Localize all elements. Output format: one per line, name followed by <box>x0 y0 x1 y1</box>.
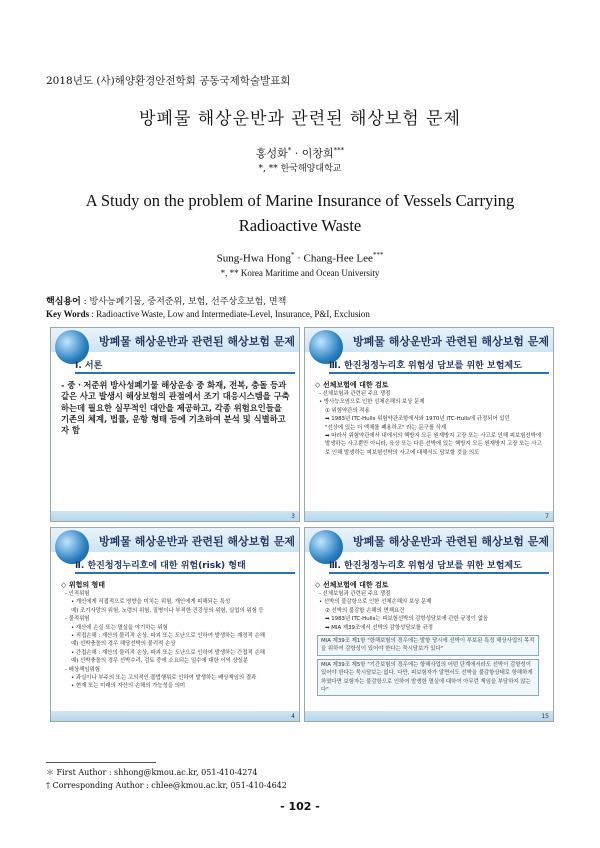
slide-seaworthiness <box>304 527 554 722</box>
slide-footer <box>305 711 553 721</box>
english-affiliation: *, ** Korea Maritime and Ocean University <box>220 268 380 278</box>
slide-title: 방폐물 해상운반과 관련된 해상보험 문제 <box>99 535 295 548</box>
footnote-divider <box>46 762 156 763</box>
slide-title: 방폐물 해상운반과 관련된 해상보험 문제 <box>99 335 295 348</box>
slide-section-title: Ⅰ. 서론 <box>75 358 295 374</box>
slide-title: 방폐물 해상운반과 관련된 해상보험 문제 <box>353 535 549 548</box>
slide-footer <box>51 511 299 521</box>
footnote-first-author: ＊ First Author : shhong@kmou.ac.kr, 051-410-4274 <box>46 768 258 777</box>
slide-section-title: Ⅲ. 한진청정누리호 위험성 담보를 위한 보험제도 <box>329 558 549 574</box>
slide-section-title: Ⅱ. 한진청정누리호에 대한 위험(risk) 형태 <box>75 558 295 574</box>
slide-section-title: Ⅲ. 한진청정누리호 위험성 담보를 위한 보험제도 <box>329 358 549 374</box>
korean-affiliation: *, ** 한국해양대학교 <box>258 164 342 174</box>
slide-number: 15 <box>541 713 549 720</box>
slide-body: ◇ 위험의 형태 - 인적위험 • 개인에게 직접적으로 영향을 미치는 위험, 개인에게 피해되는 특성 예) 조기사망의 위험, 노령의 위험, 질병이나 부적한 건강상의 위험, 실업의 위험 등 - 물적위험 • 재산에 손실 또는 멸실을 야기하는 위험 • 직접손해 : 재산의 물리적 손상, 파괴 또는 도난으로 인하여 발생하는 재정적 손해 예) 선박충돌의 경우 해당선박의 물리적 손상 • 간접손해 : 재산의 물리적 손상, 파괴 또는 도난으로 인하여 발생하는 간접적 손해 예) 선박충돌의 경우 선박수리, 검토 중에 소요되는 일수에 대한 이익 상실분 - 배상책임위험 • 과실이나 부주의 또는 고의적인 불법행위로 인하여 발생하는 배상책임의 결과 • 현재 또는 미래의 자산의 손해의 가능성을 의미 <box>61 581 265 690</box>
slide-note-box: MIA 제39조 제5항 "기간보험의 경우에는 항해사업의 어떤 단계에서라도 선박이 감항성이 있어야 한다는 묵시담보는 없다. 다만, 피보험자가 알면서도 선박을 불감항상태로 항해하게 하였다면 보험자는 불감항으로 인하여 발생한 멸실에 대하여 아무런 책임을 부담하지 않는다" <box>317 659 539 697</box>
slide-number: 3 <box>291 513 295 520</box>
slide-number: 4 <box>291 713 295 720</box>
slide-body: - 중ㆍ저준위 방사성폐기물 해상운송 중 화재, 전복, 충돌 등과 같은 사고 발생시 해상보험의 관점에서 조기 대응시스템을 구축하는데 필요한 실무적인 대안을 제공하고, 각종 위험요인들을 기존의 체계, 법률, 운항 형태 등에 기초하여 분석 및 식별하고자 함 <box>61 380 290 436</box>
slide-hull-insurance <box>304 327 554 522</box>
slide-body: ◇ 선체보험에 대한 검토 - 선체보험과 관련된 주요 쟁점 • 방사능오염으로 인한 선체손해의 보상 문제 ① 위험약관의 적용 ➡ 1983년 ITC-Hulls 위험약관조항에서와 1970년 ITC-Hulls에 규정되어 있던 "선상에 있는 더 액체를 폐용하고" 라는 문구를 삭제 ➡ 따라서 위험약관에서 내에서의 핵방지 모든 원재방지 고장 또는 사고로 인해 피보험선박에 발생하는 사고뿐만 아니라, 육상 또는 다른 선박에 있는 핵방지 모든 원재방지 고장 또는 사고로 인해 발생하는 피보험선박의 사고에 대해서도 담보할 것을 의도 <box>315 381 542 456</box>
english-authors: Sung-Hwa Hong* · Chang-Hee Lee*** <box>216 251 384 265</box>
korean-title: 방폐물 해상운반과 관련된 해상보험 문제 <box>139 109 461 129</box>
conference-header: 2018년도 (사)해양환경안전학회 공동국제학술발표회 <box>46 75 291 87</box>
slide-risk-types <box>50 527 300 722</box>
footnote-corresponding-author: † Corresponding Author : chlee@kmou.ac.kr, 051-410-4642 <box>46 781 287 790</box>
slide-footer <box>305 511 553 521</box>
page-number: - 102 - <box>280 800 320 813</box>
keywords-english: Key Words : Radioactive Waste, Low and Intermediate-Level, Insurance, P&I, Exclusion <box>46 309 370 319</box>
slide-title: 방폐물 해상운반과 관련된 해상보험 문제 <box>353 335 549 348</box>
korean-authors: 홍성화* · 이창희*** <box>255 146 345 160</box>
slide-note-box: MIA 제39조 제1항 "항해보험의 경우에는 발항 당시에 선박이 부보된 특정 해상사업의 목적을 위하여 감항성이 있어야 한다는 묵시담보가 있다" <box>317 635 539 656</box>
slide-number: 7 <box>545 513 549 520</box>
slide-introduction <box>50 327 300 522</box>
keywords-korean: 핵심용어 : 방사능폐기물, 중저준위, 보험, 선주상호보험, 면책 <box>46 297 287 307</box>
english-title: A Study on the problem of Marine Insurance of Vessels Carrying Radioactive Waste <box>85 191 515 235</box>
slide-body: ◇ 선체보험에 대한 검토 - 선체보험과 관련된 주요 쟁점 • 선박의 불감항으로 인한 선체손해의 보상 문제 ② 선박의 불감항 손해의 면책요건 ➡ 1983년 ITC-Hulls는 피보험선박의 감항성담보에 관한 규정이 없음 ➡ MIA 제39조에서 선박의 감항성담보를 규정 MIA 제39조 제1항 "항해보험의 경우에는 발항 당시에 선박이 부보된 특정 해상사업의 목적을 위하여 감항성이 있어야 한다는 묵시담보가 있다" MIA 제39조 제5항 "기간보험의 경우에는 항해사업의 어떤 단계에서라도 선박이 감항성이 있어야 한다는 묵시담보는 없다. 다만, 피보험자가 알면서도 선박을 불감항상태로 항해하게 하였다면 보험자는 불감항으로 인하여 발생한 멸실에 대하여 아무런 책임을 부담하지 않는다" <box>315 580 545 696</box>
slide-footer <box>51 711 299 721</box>
